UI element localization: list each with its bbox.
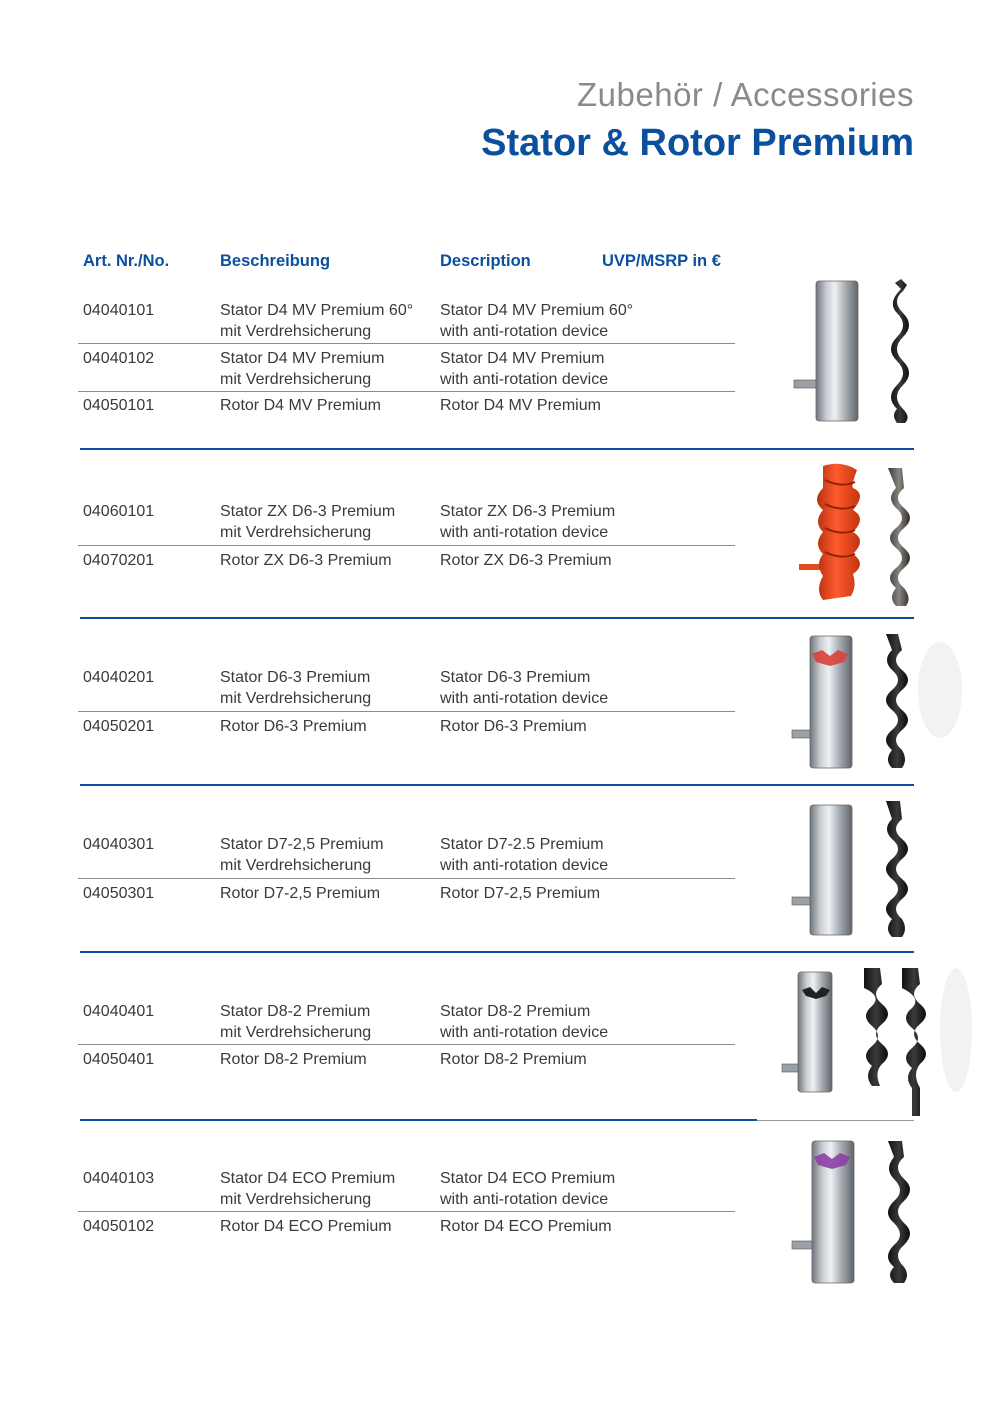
description-de: Stator D6-3 Premium mit Verdrehsicherung	[220, 669, 372, 707]
description-de: Stator D4 MV Premium 60° mit Verdrehsicherung	[220, 302, 414, 340]
description-en: Rotor D4 ECO Premium	[440, 1218, 612, 1235]
row-divider	[78, 711, 735, 712]
description-de: Rotor D4 ECO Premium	[220, 1218, 392, 1235]
article-number: 04060101	[83, 503, 155, 520]
article-number: 04050102	[83, 1218, 155, 1235]
stator-rotor-d6-3-image	[790, 630, 965, 778]
article-number: 04040102	[83, 350, 155, 367]
description-de: Rotor D7-2,5 Premium	[220, 885, 381, 902]
page-subtitle: Zubehör / Accessories	[577, 76, 914, 113]
description-de: Stator ZX D6-3 Premium mit Verdrehsicherung	[220, 503, 396, 541]
page-title: Stator & Rotor Premium	[481, 122, 914, 164]
description-en: Stator D4 ECO Premium with anti-rotation device	[440, 1170, 616, 1208]
stator-rotor-d4-eco-image	[790, 1135, 925, 1290]
stator-rotor-d4-mv-image	[790, 275, 940, 430]
row-divider	[78, 391, 735, 392]
description-en: Rotor ZX D6-3 Premium	[440, 552, 612, 569]
group-divider	[80, 784, 914, 786]
description-en: Stator D6-3 Premium with anti-rotation device	[440, 669, 609, 707]
column-header-beschreibung: Beschreibung	[220, 252, 331, 270]
description-en: Rotor D7-2,5 Premium	[440, 885, 601, 902]
description-en: Stator D8-2 Premium with anti-rotation device	[440, 1003, 609, 1041]
description-de: Rotor D4 MV Premium	[220, 397, 381, 414]
description-en: Stator D4 MV Premium with anti-rotation device	[440, 350, 609, 388]
article-number: 04050101	[83, 397, 155, 414]
group-divider-thin	[757, 1120, 914, 1121]
row-divider	[78, 878, 735, 879]
group-divider	[80, 448, 914, 450]
description-de: Rotor D8-2 Premium	[220, 1051, 367, 1068]
article-number: 04070201	[83, 552, 155, 569]
description-de: Rotor D6-3 Premium	[220, 718, 367, 735]
description-de: Stator D8-2 Premium mit Verdrehsicherung	[220, 1003, 372, 1041]
description-en: Rotor D8-2 Premium	[440, 1051, 587, 1068]
description-en: Stator D4 MV Premium 60° with anti-rotation device	[440, 302, 634, 340]
description-de: Stator D4 MV Premium mit Verdrehsicherung	[220, 350, 385, 388]
article-number: 04040301	[83, 836, 155, 853]
description-de: Stator D7-2,5 Premium mit Verdrehsicherung	[220, 836, 384, 874]
row-divider	[78, 343, 735, 344]
article-number: 04040103	[83, 1170, 155, 1187]
article-number: 04050201	[83, 718, 155, 735]
row-divider	[78, 545, 735, 546]
description-en: Rotor D4 MV Premium	[440, 397, 601, 414]
column-header-article-number: Art. Nr./No.	[83, 252, 170, 270]
column-header-description: Description	[440, 252, 531, 270]
row-divider	[78, 1211, 735, 1212]
article-number: 04040201	[83, 669, 155, 686]
group-divider	[80, 617, 914, 619]
article-number: 04050301	[83, 885, 155, 902]
row-divider	[78, 1044, 735, 1045]
group-divider	[80, 951, 914, 953]
column-header-price: UVP/MSRP in €	[602, 252, 721, 270]
stator-rotor-d8-2-image	[760, 960, 975, 1120]
description-en: Stator ZX D6-3 Premium with anti-rotation device	[440, 503, 616, 541]
description-de: Stator D4 ECO Premium mit Verdrehsicherung	[220, 1170, 396, 1208]
stator-rotor-zx-d6-3-image	[795, 460, 925, 612]
description-de: Rotor ZX D6-3 Premium	[220, 552, 392, 569]
article-number: 04050401	[83, 1051, 155, 1068]
group-divider	[80, 1119, 757, 1121]
article-number: 04040401	[83, 1003, 155, 1020]
stator-rotor-d7-2-5-image	[790, 797, 920, 945]
description-en: Stator D7-2.5 Premium with anti-rotation device	[440, 836, 609, 874]
article-number: 04040101	[83, 302, 155, 319]
description-en: Rotor D6-3 Premium	[440, 718, 587, 735]
